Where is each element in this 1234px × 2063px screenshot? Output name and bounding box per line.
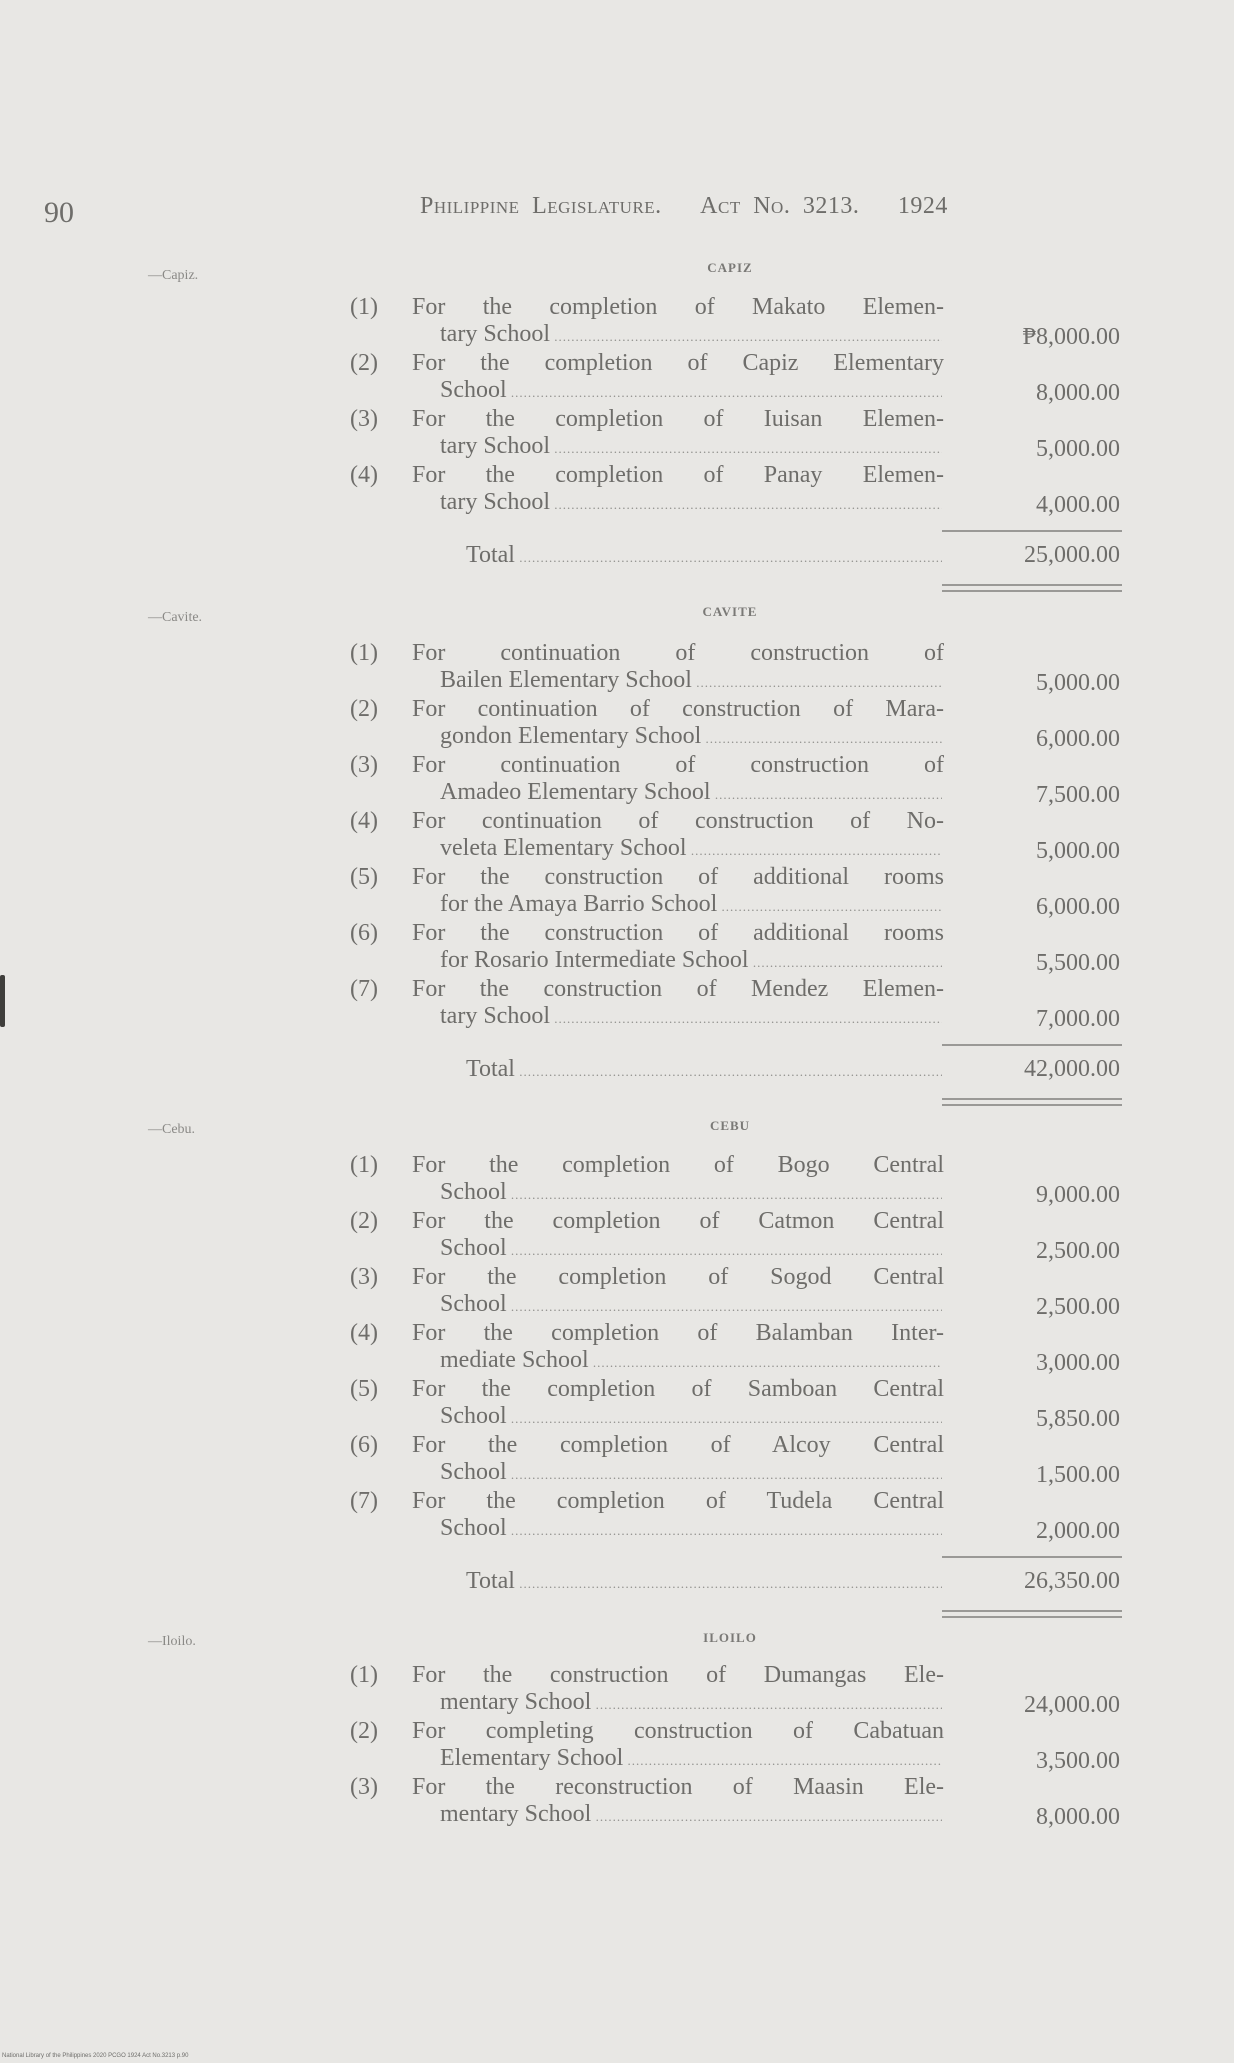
list-item (350, 1376, 1120, 1432)
item-amount: ₱8,000.00 (1022, 324, 1120, 350)
item-amount: 5,000.00 (1036, 436, 1120, 462)
list-item (350, 1488, 1120, 1544)
list-item (350, 350, 1120, 406)
item-line1: For the reconstruction of Maasin Ele- (412, 1774, 944, 1800)
item-number: (1) (350, 640, 378, 666)
running-header (420, 193, 948, 220)
scan-footer: National Library of the Philippines 2020 PCGO 1924 Act No.3213 p.90 (2, 2053, 189, 2059)
item-line1: For the completion of Capiz Elementary (412, 350, 944, 376)
item-number: (7) (350, 976, 378, 1002)
item-line2: for Rosario Intermediate School ..... (440, 947, 942, 974)
total-label: Total ..... (466, 542, 942, 569)
item-line2: tary School ..... (440, 1003, 942, 1030)
list-item (350, 808, 1120, 864)
item-line1: For the completion of Alcoy Central (412, 1432, 944, 1458)
list-item (350, 696, 1120, 752)
side-note-cebu: —Cebu. (148, 1122, 196, 1137)
item-amount: 4,000.00 (1036, 492, 1120, 518)
list-item (350, 1718, 1120, 1774)
page-number: 90 (44, 196, 74, 229)
item-line1: For the completion of Bogo Central (412, 1152, 944, 1178)
item-amount: 2,000.00 (1036, 1518, 1120, 1544)
list-item (350, 752, 1120, 808)
item-number: (6) (350, 920, 378, 946)
item-number: (1) (350, 1152, 378, 1178)
item-line2: School ..... (440, 1179, 942, 1206)
item-number: (2) (350, 350, 378, 376)
item-line1: For the construction of Mendez Elemen- (412, 976, 944, 1002)
item-amount: 6,000.00 (1036, 726, 1120, 752)
item-line1: For the completion of Balamban Inter- (412, 1320, 944, 1346)
item-amount: 2,500.00 (1036, 1238, 1120, 1264)
item-line2: School ..... (440, 1403, 942, 1430)
item-amount: 9,000.00 (1036, 1182, 1120, 1208)
item-amount: 5,000.00 (1036, 838, 1120, 864)
item-number: (4) (350, 462, 378, 488)
item-line2: veleta Elementary School ..... (440, 835, 942, 862)
item-line1: For the completion of Sogod Central (412, 1264, 944, 1290)
item-amount: 7,000.00 (1036, 1006, 1120, 1032)
item-number: (5) (350, 864, 378, 890)
side-note-capiz: —Capiz. (148, 268, 199, 283)
item-line2: tary School ..... (440, 321, 942, 348)
item-line1: For the completion of Catmon Central (412, 1208, 944, 1234)
item-number: (3) (350, 752, 378, 778)
item-amount: 6,000.00 (1036, 894, 1120, 920)
list-item (350, 1152, 1120, 1208)
total-double-rule (942, 1098, 1122, 1106)
item-amount: 24,000.00 (1024, 1692, 1120, 1718)
item-line1: For continuation of construction of Mara- (412, 696, 944, 722)
list-item (350, 920, 1120, 976)
item-number: (4) (350, 1320, 378, 1346)
list-item (350, 1662, 1120, 1718)
section-title-cebu: CEBU (709, 1118, 751, 1133)
item-line1: For the completion of Makato Elemen- (412, 294, 944, 320)
total-row (350, 542, 1120, 582)
item-line1: For continuation of construction of (412, 752, 944, 778)
item-number: (2) (350, 696, 378, 722)
item-line1: For the construction of additional rooms (412, 920, 944, 946)
section-title-iloilo: ILOILO (703, 1630, 757, 1645)
list-item (350, 1264, 1120, 1320)
item-line1: For the completion of Samboan Central (412, 1376, 944, 1402)
item-amount: 5,850.00 (1036, 1406, 1120, 1432)
section-title-cavite: CAVITE (702, 604, 758, 619)
section-title-capiz: CAPIZ (707, 260, 753, 275)
item-line1: For the completion of Tudela Central (412, 1488, 944, 1514)
list-item (350, 1208, 1120, 1264)
item-amount: 3,500.00 (1036, 1748, 1120, 1774)
item-number: (2) (350, 1208, 378, 1234)
item-line2: School ..... (440, 1235, 942, 1262)
header-year: 1924 (897, 193, 948, 219)
item-line2: School ..... (440, 1291, 942, 1318)
item-number: (2) (350, 1718, 378, 1744)
item-number: (6) (350, 1432, 378, 1458)
item-line1: For continuation of construction of No- (412, 808, 944, 834)
total-double-rule (942, 584, 1122, 592)
total-amount: 25,000.00 (1024, 542, 1120, 568)
header-act: Act No. 3213. (700, 193, 860, 219)
item-line2: tary School ..... (440, 489, 942, 516)
item-line2: School ..... (440, 377, 942, 404)
item-line2: Elementary School ..... (440, 1745, 942, 1772)
list-item (350, 462, 1120, 518)
list-item (350, 1320, 1120, 1376)
list-item (350, 976, 1120, 1032)
list-item (350, 1432, 1120, 1488)
item-number: (3) (350, 406, 378, 432)
item-number: (3) (350, 1264, 378, 1290)
list-item (350, 1774, 1120, 1830)
item-amount: 3,000.00 (1036, 1350, 1120, 1376)
list-item (350, 864, 1120, 920)
item-amount: 7,500.00 (1036, 782, 1120, 808)
page-edge-mark (0, 975, 5, 1027)
item-line1: For the construction of Dumangas Ele- (412, 1662, 944, 1688)
item-line2: Amadeo Elementary School ..... (440, 779, 942, 806)
total-row (350, 1056, 1120, 1096)
item-line2: mediate School ..... (440, 1347, 942, 1374)
item-amount: 5,500.00 (1036, 950, 1120, 976)
total-label: Total ..... (466, 1056, 942, 1083)
item-number: (7) (350, 1488, 378, 1514)
total-rule (942, 1556, 1122, 1558)
item-line1: For continuation of construction of (412, 640, 944, 666)
total-rule (942, 530, 1122, 532)
item-line2: School ..... (440, 1459, 942, 1486)
item-line1: For the completion of Panay Elemen- (412, 462, 944, 488)
item-amount: 1,500.00 (1036, 1462, 1120, 1488)
item-line2: mentary School ..... (440, 1689, 942, 1716)
total-amount: 26,350.00 (1024, 1568, 1120, 1594)
item-line2: for the Amaya Barrio School ..... (440, 891, 942, 918)
item-line2: gondon Elementary School ..... (440, 723, 942, 750)
item-number: (4) (350, 808, 378, 834)
item-number: (1) (350, 294, 378, 320)
item-line2: mentary School ..... (440, 1801, 942, 1828)
total-double-rule (942, 1610, 1122, 1618)
list-item (350, 294, 1120, 350)
header-legislature: Philippine Legislature. (420, 193, 662, 219)
item-line1: For the completion of Iuisan Elemen- (412, 406, 944, 432)
total-label: Total ..... (466, 1568, 942, 1595)
total-amount: 42,000.00 (1024, 1056, 1120, 1082)
total-rule (942, 1044, 1122, 1046)
total-row (350, 1568, 1120, 1608)
item-line2: Bailen Elementary School ..... (440, 667, 942, 694)
item-line1: For the construction of additional rooms (412, 864, 944, 890)
item-number: (3) (350, 1774, 378, 1800)
item-line2: tary School ..... (440, 433, 942, 460)
item-amount: 5,000.00 (1036, 670, 1120, 696)
list-item (350, 406, 1120, 462)
item-amount: 8,000.00 (1036, 1804, 1120, 1830)
side-note-cavite: —Cavite. (148, 610, 203, 625)
list-item (350, 640, 1120, 696)
item-amount: 2,500.00 (1036, 1294, 1120, 1320)
item-line1: For completing construction of Cabatuan (412, 1718, 944, 1744)
item-number: (1) (350, 1662, 378, 1688)
item-number: (5) (350, 1376, 378, 1402)
item-amount: 8,000.00 (1036, 380, 1120, 406)
item-line2: School ..... (440, 1515, 942, 1542)
side-note-iloilo: —Iloilo. (148, 1634, 196, 1649)
